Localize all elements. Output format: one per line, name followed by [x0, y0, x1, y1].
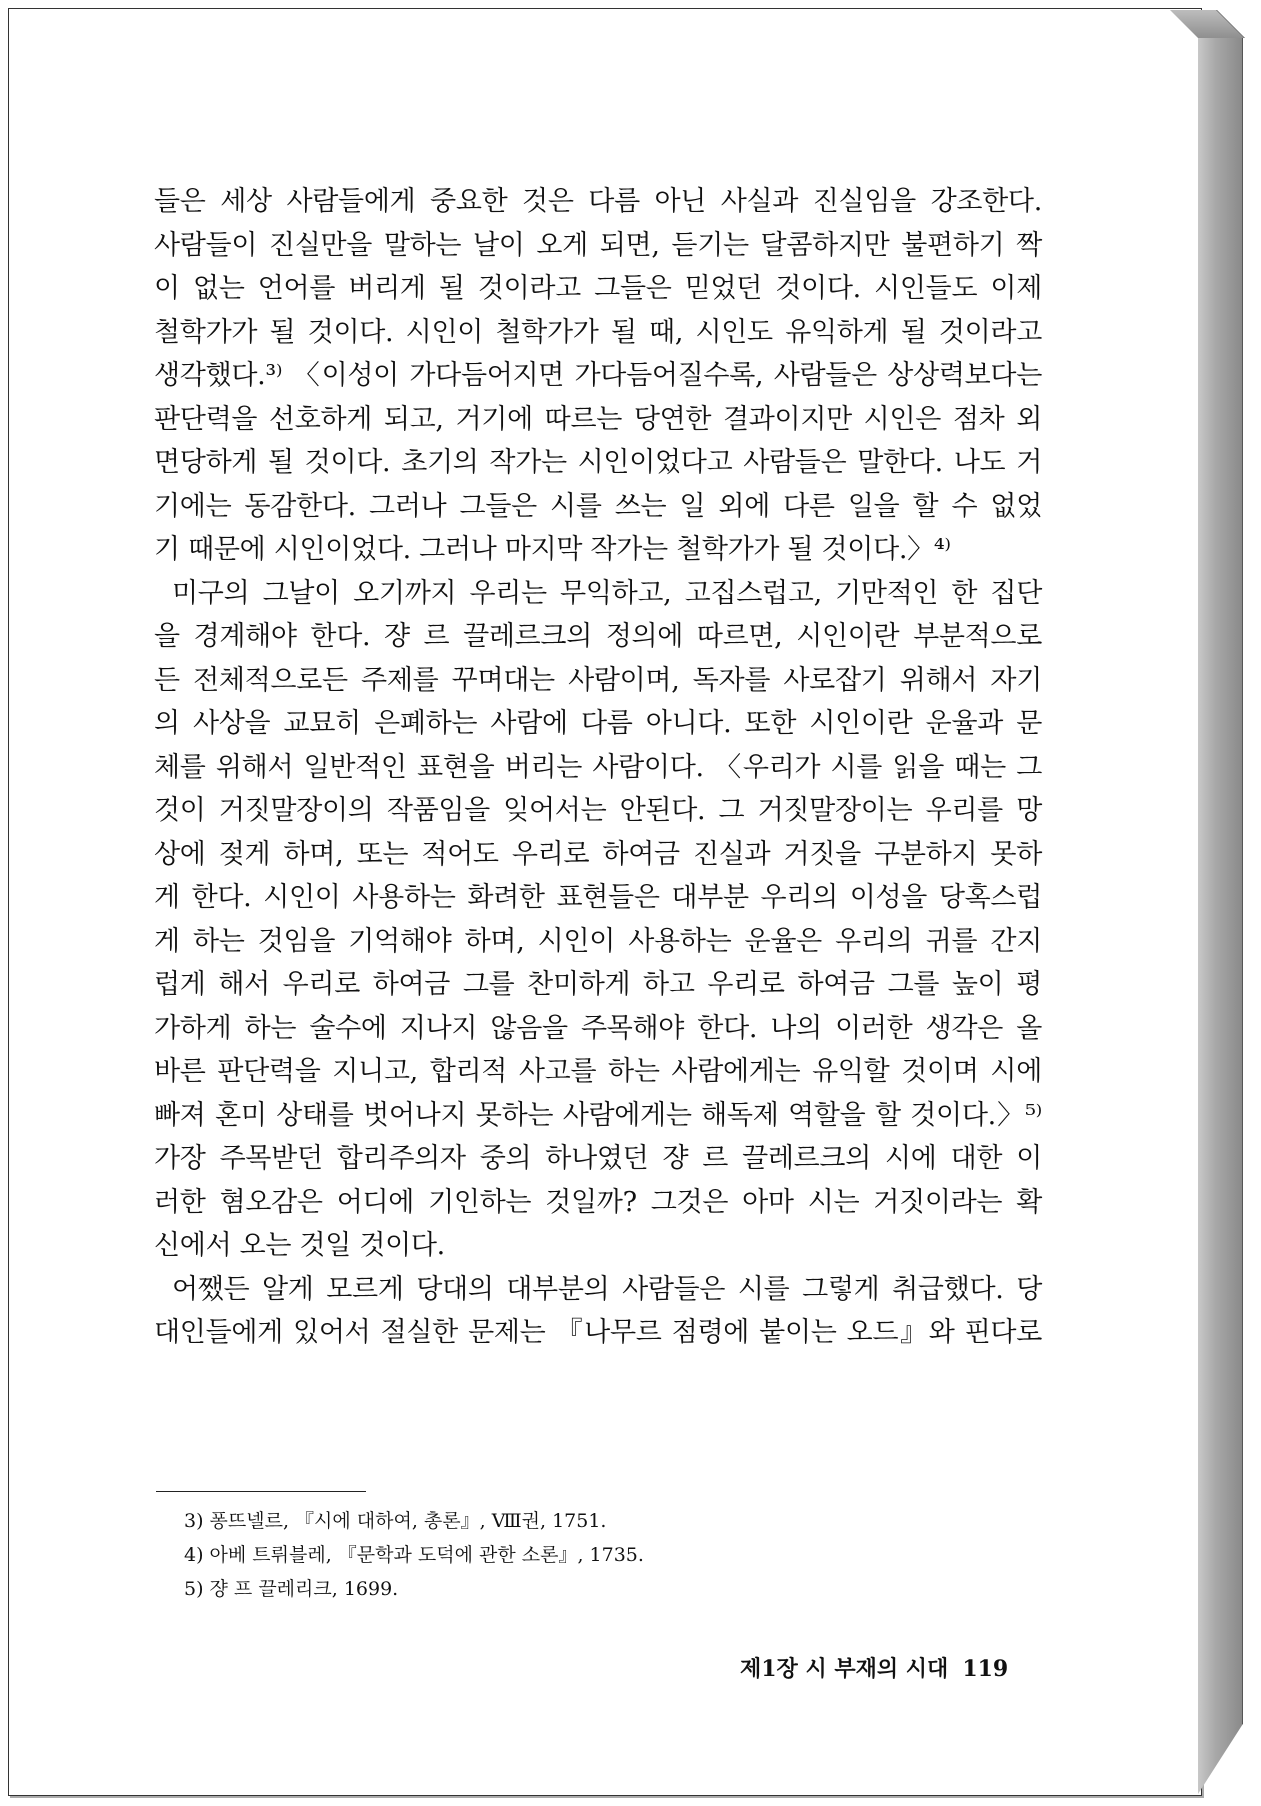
text-line: 러한 혐오감은 어디에 기인하는 것일까? 그것은 아마 시는 거짓이라는 확	[154, 1186, 1042, 1218]
text-line: 신에서 오는 것일 것이다.	[154, 1230, 445, 1261]
footnote-divider	[156, 1491, 366, 1492]
footnote-3: 3) 퐁뜨넬르, 『시에 대하여, 총론』, Ⅷ권, 1751.	[184, 1510, 607, 1532]
running-footer	[740, 1652, 1022, 1683]
text-line: 의 사상을 교묘히 은폐하는 사람에 다름 아니다. 또한 시인이란 운율과 문	[154, 708, 1042, 739]
text-line: 것이 거짓말장이의 작품임을 잊어서는 안된다. 그 거짓말장이는 우리를 망	[154, 795, 1042, 826]
text-line: 어쨌든 알게 모르게 당대의 대부분의 사람들은 시를 그렇게 취급했다. 당	[172, 1273, 1042, 1305]
text-line: 기 때문에 시인이었다. 그러나 마지막 작가는 철학가가 될 것이다.〉⁴⁾	[154, 534, 951, 565]
text-line: 철학가가 될 것이다. 시인이 철학가가 될 때, 시인도 유익하게 될 것이라고	[154, 316, 1042, 348]
text-line: 판단력을 선호하게 되고, 거기에 따르는 당연한 결과이지만 시인은 점차 외	[154, 403, 1042, 435]
text-line: 상에 젖게 하며, 또는 적어도 우리로 하여금 진실과 거짓을 구분하지 못하	[154, 838, 1042, 870]
text-line: 들은 세상 사람들에게 중요한 것은 다름 아닌 사실과 진실임을 강조한다.	[154, 186, 1042, 217]
text-line: 가장 주목받던 합리주의자 중의 하나였던 쟝 르 끌레르크의 시에 대한 이	[154, 1143, 1042, 1174]
footnote-5: 5) 쟝 프 끌레리크, 1699.	[184, 1578, 399, 1600]
text-line: 이 없는 언어를 버리게 될 것이라고 그들은 믿었던 것이다. 시인들도 이제	[154, 273, 1042, 304]
text-line: 사람들이 진실만을 말하는 날이 오게 되면, 듣기는 달콤하지만 불편하기 짝	[154, 229, 1042, 261]
chapter-title: 제1장 시 부재의 시대	[740, 1656, 949, 1682]
page-number: 119	[962, 1656, 1009, 1682]
text-line: 가하게 하는 술수에 지나지 않음을 주목해야 한다. 나의 이러한 생각은 올	[154, 1012, 1042, 1044]
text-line: 면당하게 될 것이다. 초기의 작가는 시인이었다고 사람들은 말한다. 나도 거	[154, 447, 1042, 478]
footnote-4: 4) 아베 트뤼블레, 『문학과 도덕에 관한 소론』, 1735.	[184, 1544, 644, 1566]
text-line: 게 한다. 시인이 사용하는 화려한 표현들은 대부분 우리의 이성을 당혹스럽	[154, 882, 1042, 913]
text-line: 게 하는 것임을 기억해야 하며, 시인이 사용하는 운율은 우리의 귀를 간지	[154, 925, 1042, 957]
text-line: 미구의 그날이 오기까지 우리는 무익하고, 고집스럽고, 기만적인 한 집단	[172, 577, 1042, 609]
text-line: 생각했다.³⁾ 〈이성이 가다듬어지면 가다듬어질수록, 사람들은 상상력보다는	[154, 360, 1042, 391]
text-line: 기에는 동감한다. 그러나 그들은 시를 쓰는 일 외에 다른 일을 할 수 없었	[154, 490, 1042, 522]
text-line: 대인들에게 있어서 절실한 문제는 『나무르 점령에 붙이는 오드』와 핀다로	[154, 1317, 1042, 1348]
text-line: 든 전체적으로든 주제를 꾸며대는 사람이며, 독자를 사로잡기 위해서 자기	[154, 664, 1042, 696]
page-stack-side-edge	[1198, 38, 1243, 1794]
text-line: 럽게 해서 우리로 하여금 그를 찬미하게 하고 우리로 하여금 그를 높이 평	[154, 969, 1042, 1000]
body-text	[154, 180, 1042, 1355]
text-line: 체를 위해서 일반적인 표현을 버리는 사람이다. 〈우리가 시를 읽을 때는 그	[154, 751, 1042, 783]
text-line: 바른 판단력을 지니고, 합리적 사고를 하는 사람에게는 유익할 것이며 시에	[154, 1056, 1042, 1087]
text-line: 을 경계해야 한다. 쟝 르 끌레르크의 정의에 따르면, 시인이란 부분적으로	[154, 621, 1042, 652]
footnotes	[184, 1504, 644, 1606]
text-line: 빠져 혼미 상태를 벗어나지 못하는 사람에게는 해독제 역할을 할 것이다.〉⁵⁾	[154, 1099, 1042, 1131]
